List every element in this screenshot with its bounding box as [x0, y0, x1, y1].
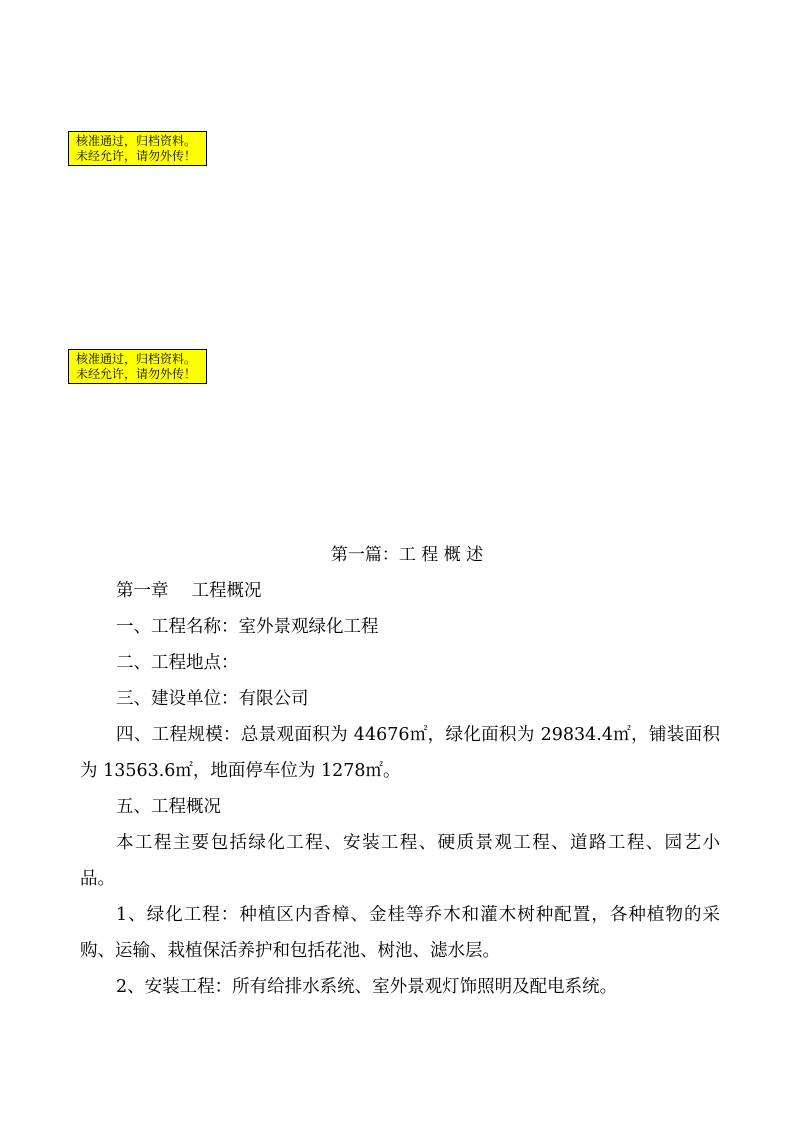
stamp-line-2: 未经允许，请勿外传！: [76, 367, 197, 381]
greening-paragraph-line-2: 购、运输、栽植保活养护和包括花池、树池、滤水层。: [80, 941, 500, 961]
construction-unit: 三、建设单位：有限公司: [116, 689, 309, 709]
approval-stamp: [68, 349, 207, 384]
project-overview-heading: 五、工程概况: [116, 797, 221, 817]
greening-paragraph-line-1: 1、绿化工程：种植区内香樟、金桂等乔木和灌木树种配置，各种植物的采: [116, 905, 720, 925]
project-location: 二、工程地点：: [116, 653, 239, 673]
project-scale-line-2: 为 13563.6㎡，地面停车位为 1278㎡。: [80, 761, 401, 781]
stamp-line-2: 未经允许，请勿外传！: [76, 149, 197, 163]
stamp-line-1: 核准通过，归档资料。: [76, 134, 197, 148]
document-title: 第一篇：工 程 概 述: [330, 545, 484, 565]
stamp-line-1: 核准通过，归档资料。: [76, 352, 197, 366]
installation-paragraph-line-1: 2、安装工程：所有给排水系统、室外景观灯饰照明及配电系统。: [116, 977, 618, 997]
chapter-heading: 第一章 工程概况: [116, 581, 262, 601]
approval-stamp: [68, 131, 207, 166]
project-scale-line-1: 四、工程规模：总景观面积为 44676㎡，绿化面积为 29834.4㎡，铺装面积: [116, 725, 720, 745]
overview-paragraph-line-2: 品。: [80, 869, 115, 889]
project-name: 一、工程名称：室外景观绿化工程: [116, 617, 379, 637]
overview-paragraph-line-1: 本工程主要包括绿化工程、安装工程、硬质景观工程、道路工程、园艺小: [116, 833, 720, 853]
